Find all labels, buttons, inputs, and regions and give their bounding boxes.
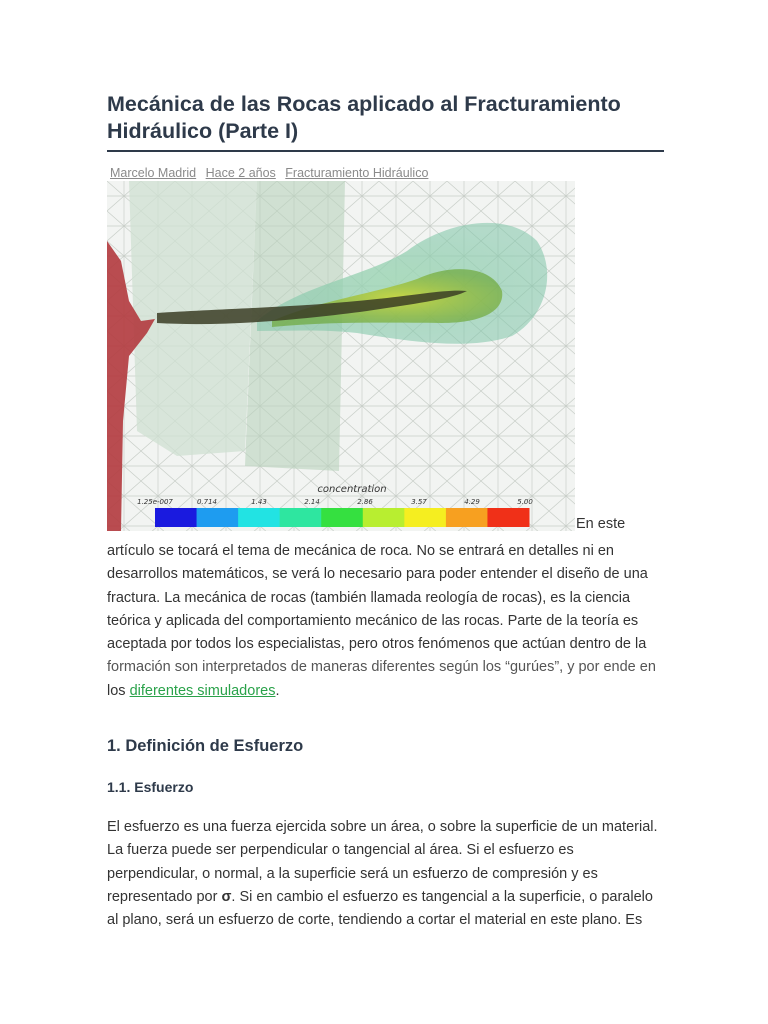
colorbar-segment — [197, 508, 239, 527]
colorbar-segment — [155, 508, 197, 527]
intro-paragraph — [107, 540, 667, 703]
colorbar-tick-label: 5.00 — [517, 498, 533, 506]
paragraph-lead: En este — [576, 516, 626, 532]
colorbar-segment — [363, 508, 405, 527]
stress-text-a: El esfuerzo es una fuerza ejercida sobre un área, o sobre la superficie de un material. La fuerza puede ser perpendicular o tangencial al área. Si el esfuerzo es perpendicular, o normal, a la superficie será un esfuerzo de compresión y es representado por — [107, 819, 658, 905]
colorbar-segment — [487, 508, 529, 527]
colorbar-segment — [280, 508, 322, 527]
colorbar-tick-label: 1.25e-007 — [137, 498, 173, 506]
colorbar-title: concentration — [317, 484, 387, 495]
colorbar-tick-label: 3.57 — [411, 498, 427, 506]
colorbar-tick-label: 1.43 — [251, 498, 267, 506]
article-meta — [110, 166, 434, 180]
colorbar-segment — [238, 508, 280, 527]
title-divider — [107, 150, 664, 152]
category-link[interactable]: Fracturamiento Hidráulico — [285, 166, 429, 180]
colorbar-tick-label: 2.14 — [304, 498, 320, 506]
intro-text-c: los — [107, 682, 130, 699]
intro-text-d: . — [275, 682, 280, 699]
fracture-simulation-image — [107, 181, 575, 531]
colorbar-gradient — [155, 508, 530, 527]
colorbar-segment — [404, 508, 446, 527]
intro-text-a: artículo se tocará el tema de mecánica de roca. No se entrará en detalles ni en desarrollos matemáticos, se verá lo necesario para poder entender el diseño de una fractura. La mecánica de rocas (también llamada reología de rocas), es la ciencia teórica y aplicada del comportamiento mecánico de las rocas. Parte de la teoría es aceptada por todos los especialistas, pero otros fenómenos que actúan dentro de la — [107, 543, 648, 653]
date-link[interactable]: Hace 2 años — [205, 166, 276, 180]
colorbar-tick-label: 4.29 — [464, 498, 480, 506]
article-title: Mecánica de las Rocas aplicado al Fracturamiento Hidráulico (Parte I) — [107, 92, 621, 143]
colorbar-tick-label: 2.86 — [357, 498, 373, 506]
colorbar-tick-label: 0.714 — [196, 498, 218, 506]
stress-text-b: . Si en cambio el esfuerzo es tangencial a la superficie, o paralelo al plano, será un esfuerzo de corte, tendiendo a cortar el material en este plano. Es — [107, 888, 653, 929]
subsection-heading: 1.1. Esfuerzo — [107, 779, 194, 795]
section-heading: 1. Definición de Esfuerzo — [107, 737, 304, 755]
sigma-symbol: σ — [221, 888, 232, 905]
stress-paragraph — [107, 816, 667, 932]
simulators-link[interactable]: diferentes simuladores — [129, 682, 276, 699]
intro-text-b: formación son interpretados de maneras diferentes según los “gurúes”, y por ende en — [107, 659, 656, 676]
colorbar-segment — [321, 508, 363, 527]
colorbar-segment — [446, 508, 488, 527]
author-link[interactable]: Marcelo Madrid — [110, 166, 197, 180]
